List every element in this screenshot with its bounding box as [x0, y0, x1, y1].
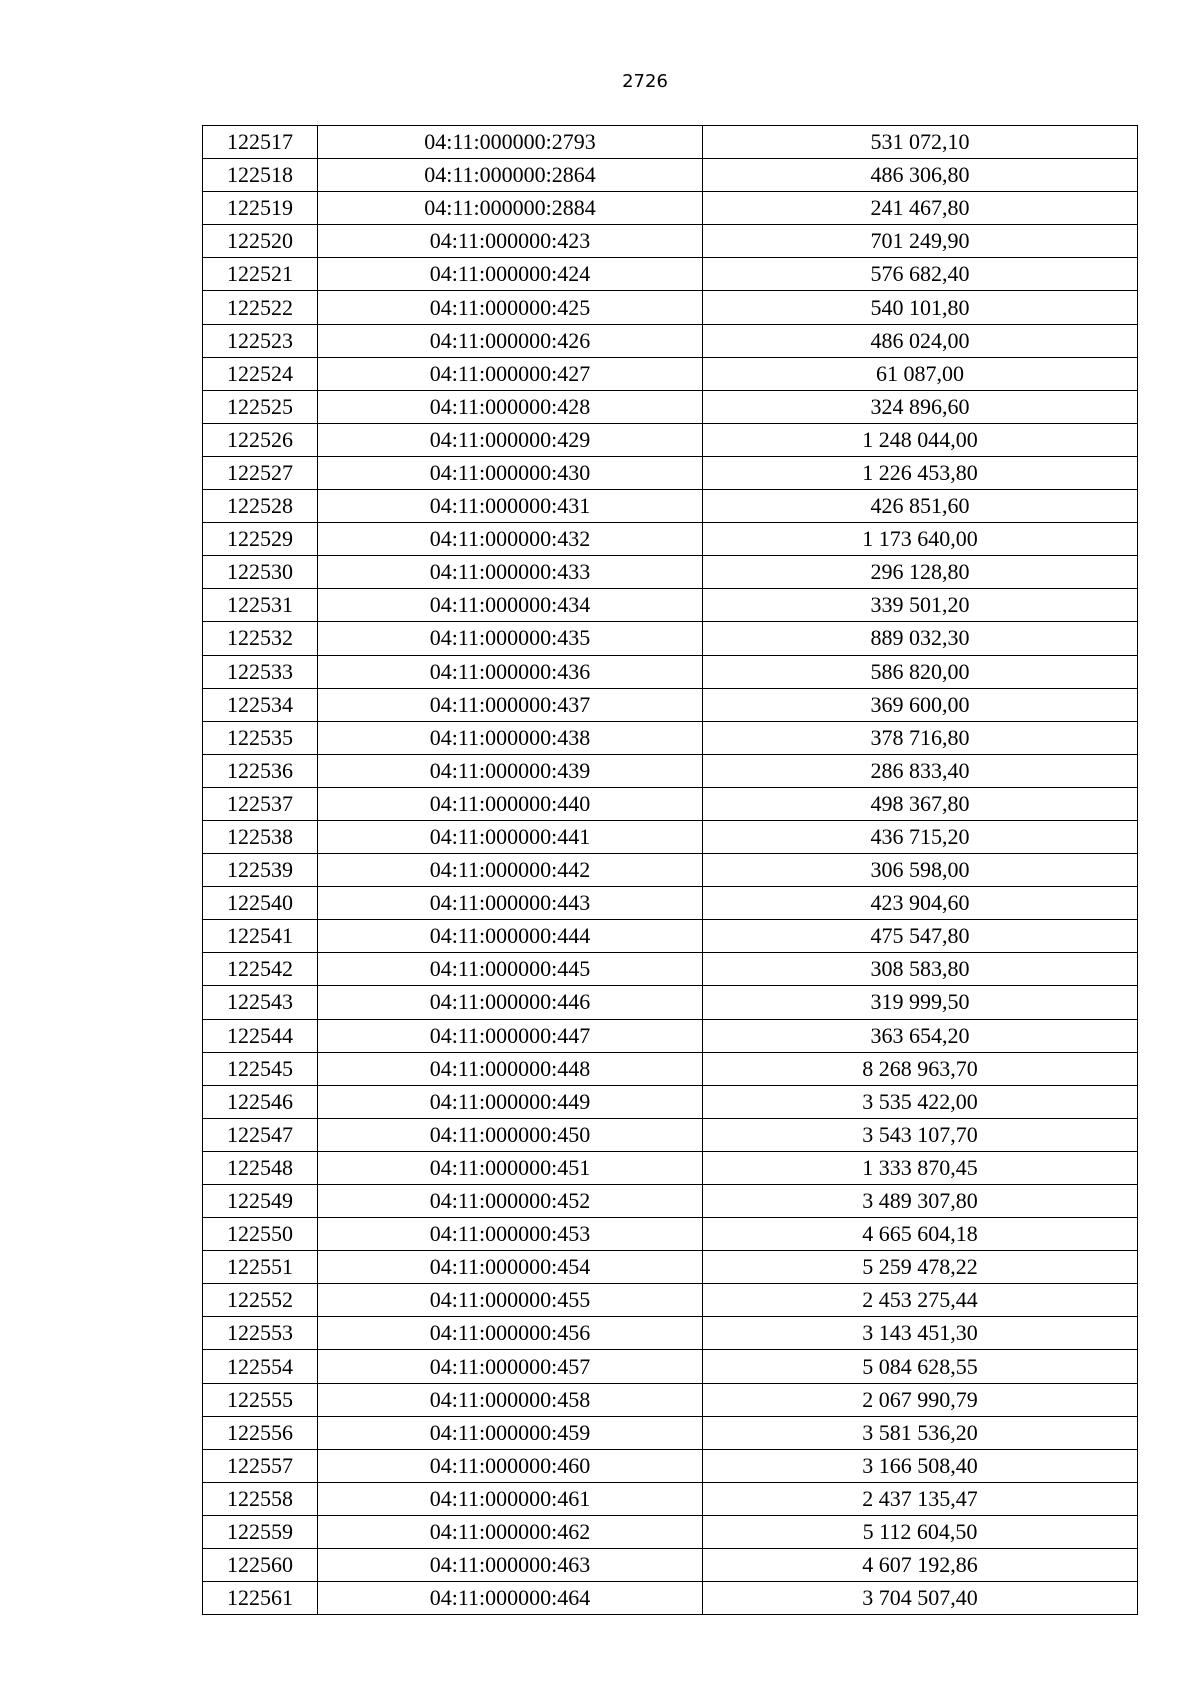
- table-row: [203, 854, 1138, 887]
- table-row: [203, 1218, 1138, 1251]
- table-row: [203, 126, 1138, 159]
- table-row: [203, 1350, 1138, 1383]
- cadastral-number-cell: 04:11:000000:451: [318, 1151, 703, 1184]
- cadastral-value-cell: 486 024,00: [703, 324, 1138, 357]
- table-row: [203, 225, 1138, 258]
- table-row: [203, 192, 1138, 225]
- cadastral-number-cell: 04:11:000000:443: [318, 887, 703, 920]
- cadastral-number-cell: 04:11:000000:456: [318, 1317, 703, 1350]
- cadastral-value-cell: 3 143 451,30: [703, 1317, 1138, 1350]
- row-number-cell: 122526: [203, 423, 318, 456]
- cadastral-number-cell: 04:11:000000:450: [318, 1118, 703, 1151]
- table-row: [203, 423, 1138, 456]
- row-number-cell: 122554: [203, 1350, 318, 1383]
- table-body: [203, 126, 1138, 1615]
- row-number-cell: 122559: [203, 1515, 318, 1548]
- cadastral-number-cell: 04:11:000000:439: [318, 754, 703, 787]
- row-number-cell: 122540: [203, 887, 318, 920]
- cadastral-number-cell: 04:11:000000:2793: [318, 126, 703, 159]
- cadastral-value-cell: 3 535 422,00: [703, 1085, 1138, 1118]
- cadastral-value-cell: 296 128,80: [703, 556, 1138, 589]
- cadastral-value-cell: 1 333 870,45: [703, 1151, 1138, 1184]
- table-row: [203, 1416, 1138, 1449]
- table-row: [203, 1482, 1138, 1515]
- cadastral-value-cell: 475 547,80: [703, 920, 1138, 953]
- table-row: [203, 688, 1138, 721]
- row-number-cell: 122539: [203, 854, 318, 887]
- cadastral-value-table-container: [202, 125, 1137, 1615]
- cadastral-value-cell: 889 032,30: [703, 622, 1138, 655]
- cadastral-number-cell: 04:11:000000:426: [318, 324, 703, 357]
- table-row: [203, 589, 1138, 622]
- row-number-cell: 122530: [203, 556, 318, 589]
- table-row: [203, 754, 1138, 787]
- cadastral-number-cell: 04:11:000000:437: [318, 688, 703, 721]
- row-number-cell: 122553: [203, 1317, 318, 1350]
- cadastral-value-cell: 369 600,00: [703, 688, 1138, 721]
- table-row: [203, 1515, 1138, 1548]
- cadastral-number-cell: 04:11:000000:431: [318, 490, 703, 523]
- table-row: [203, 986, 1138, 1019]
- row-number-cell: 122518: [203, 159, 318, 192]
- cadastral-number-cell: 04:11:000000:432: [318, 523, 703, 556]
- table-row: [203, 390, 1138, 423]
- cadastral-value-cell: 426 851,60: [703, 490, 1138, 523]
- cadastral-value-cell: 1 248 044,00: [703, 423, 1138, 456]
- cadastral-number-cell: 04:11:000000:462: [318, 1515, 703, 1548]
- cadastral-value-cell: 436 715,20: [703, 820, 1138, 853]
- cadastral-value-cell: 3 704 507,40: [703, 1582, 1138, 1615]
- cadastral-number-cell: 04:11:000000:425: [318, 291, 703, 324]
- cadastral-number-cell: 04:11:000000:447: [318, 1019, 703, 1052]
- row-number-cell: 122551: [203, 1251, 318, 1284]
- table-row: [203, 291, 1138, 324]
- row-number-cell: 122521: [203, 258, 318, 291]
- cadastral-number-cell: 04:11:000000:442: [318, 854, 703, 887]
- row-number-cell: 122545: [203, 1052, 318, 1085]
- row-number-cell: 122561: [203, 1582, 318, 1615]
- cadastral-number-cell: 04:11:000000:438: [318, 721, 703, 754]
- cadastral-number-cell: 04:11:000000:424: [318, 258, 703, 291]
- table-row: [203, 721, 1138, 754]
- row-number-cell: 122541: [203, 920, 318, 953]
- cadastral-value-cell: 378 716,80: [703, 721, 1138, 754]
- row-number-cell: 122543: [203, 986, 318, 1019]
- row-number-cell: 122552: [203, 1284, 318, 1317]
- row-number-cell: 122535: [203, 721, 318, 754]
- cadastral-value-cell: 4 607 192,86: [703, 1549, 1138, 1582]
- table-row: [203, 1052, 1138, 1085]
- row-number-cell: 122517: [203, 126, 318, 159]
- cadastral-value-cell: 2 067 990,79: [703, 1383, 1138, 1416]
- row-number-cell: 122557: [203, 1449, 318, 1482]
- cadastral-number-cell: 04:11:000000:452: [318, 1185, 703, 1218]
- table-row: [203, 953, 1138, 986]
- row-number-cell: 122558: [203, 1482, 318, 1515]
- row-number-cell: 122538: [203, 820, 318, 853]
- table-row: [203, 1449, 1138, 1482]
- cadastral-value-cell: 2 437 135,47: [703, 1482, 1138, 1515]
- table-row: [203, 820, 1138, 853]
- cadastral-number-cell: 04:11:000000:446: [318, 986, 703, 1019]
- table-row: [203, 1251, 1138, 1284]
- cadastral-number-cell: 04:11:000000:459: [318, 1416, 703, 1449]
- cadastral-number-cell: 04:11:000000:448: [318, 1052, 703, 1085]
- cadastral-number-cell: 04:11:000000:440: [318, 787, 703, 820]
- cadastral-value-cell: 540 101,80: [703, 291, 1138, 324]
- cadastral-number-cell: 04:11:000000:430: [318, 456, 703, 489]
- table-row: [203, 1085, 1138, 1118]
- cadastral-number-cell: 04:11:000000:435: [318, 622, 703, 655]
- row-number-cell: 122546: [203, 1085, 318, 1118]
- cadastral-value-cell: 2 453 275,44: [703, 1284, 1138, 1317]
- cadastral-value-cell: 3 543 107,70: [703, 1118, 1138, 1151]
- cadastral-value-cell: 5 259 478,22: [703, 1251, 1138, 1284]
- cadastral-number-cell: 04:11:000000:441: [318, 820, 703, 853]
- cadastral-number-cell: 04:11:000000:454: [318, 1251, 703, 1284]
- cadastral-value-cell: 5 084 628,55: [703, 1350, 1138, 1383]
- table-row: [203, 324, 1138, 357]
- page-number: 2726: [622, 71, 668, 92]
- cadastral-value-cell: 339 501,20: [703, 589, 1138, 622]
- row-number-cell: 122536: [203, 754, 318, 787]
- row-number-cell: 122547: [203, 1118, 318, 1151]
- row-number-cell: 122550: [203, 1218, 318, 1251]
- cadastral-number-cell: 04:11:000000:423: [318, 225, 703, 258]
- row-number-cell: 122524: [203, 357, 318, 390]
- cadastral-number-cell: 04:11:000000:429: [318, 423, 703, 456]
- table-row: [203, 1317, 1138, 1350]
- table-row: [203, 490, 1138, 523]
- cadastral-value-cell: 286 833,40: [703, 754, 1138, 787]
- cadastral-value-cell: 586 820,00: [703, 655, 1138, 688]
- cadastral-number-cell: 04:11:000000:434: [318, 589, 703, 622]
- cadastral-number-cell: 04:11:000000:433: [318, 556, 703, 589]
- table-row: [203, 523, 1138, 556]
- cadastral-value-cell: 241 467,80: [703, 192, 1138, 225]
- row-number-cell: 122544: [203, 1019, 318, 1052]
- row-number-cell: 122529: [203, 523, 318, 556]
- row-number-cell: 122519: [203, 192, 318, 225]
- cadastral-number-cell: 04:11:000000:427: [318, 357, 703, 390]
- row-number-cell: 122527: [203, 456, 318, 489]
- row-number-cell: 122555: [203, 1383, 318, 1416]
- cadastral-value-cell: 3 489 307,80: [703, 1185, 1138, 1218]
- table-row: [203, 456, 1138, 489]
- row-number-cell: 122528: [203, 490, 318, 523]
- cadastral-value-cell: 498 367,80: [703, 787, 1138, 820]
- table-row: [203, 887, 1138, 920]
- row-number-cell: 122537: [203, 787, 318, 820]
- cadastral-value-cell: 363 654,20: [703, 1019, 1138, 1052]
- cadastral-value-cell: 306 598,00: [703, 854, 1138, 887]
- cadastral-number-cell: 04:11:000000:463: [318, 1549, 703, 1582]
- cadastral-value-cell: 701 249,90: [703, 225, 1138, 258]
- table-row: [203, 1549, 1138, 1582]
- cadastral-number-cell: 04:11:000000:455: [318, 1284, 703, 1317]
- table-row: [203, 357, 1138, 390]
- row-number-cell: 122556: [203, 1416, 318, 1449]
- table-row: [203, 1383, 1138, 1416]
- table-row: [203, 1185, 1138, 1218]
- row-number-cell: 122532: [203, 622, 318, 655]
- cadastral-value-cell: 486 306,80: [703, 159, 1138, 192]
- cadastral-number-cell: 04:11:000000:460: [318, 1449, 703, 1482]
- cadastral-value-cell: 4 665 604,18: [703, 1218, 1138, 1251]
- cadastral-number-cell: 04:11:000000:2864: [318, 159, 703, 192]
- cadastral-number-cell: 04:11:000000:453: [318, 1218, 703, 1251]
- row-number-cell: 122523: [203, 324, 318, 357]
- cadastral-value-cell: 1 173 640,00: [703, 523, 1138, 556]
- cadastral-value-cell: 576 682,40: [703, 258, 1138, 291]
- table-row: [203, 258, 1138, 291]
- cadastral-number-cell: 04:11:000000:444: [318, 920, 703, 953]
- table-row: [203, 655, 1138, 688]
- table-row: [203, 1118, 1138, 1151]
- cadastral-value-cell: 1 226 453,80: [703, 456, 1138, 489]
- table-row: [203, 1284, 1138, 1317]
- cadastral-value-table: [202, 125, 1138, 1615]
- table-row: [203, 787, 1138, 820]
- row-number-cell: 122534: [203, 688, 318, 721]
- cadastral-value-cell: 3 581 536,20: [703, 1416, 1138, 1449]
- cadastral-value-cell: 531 072,10: [703, 126, 1138, 159]
- cadastral-value-cell: 3 166 508,40: [703, 1449, 1138, 1482]
- row-number-cell: 122520: [203, 225, 318, 258]
- cadastral-number-cell: 04:11:000000:457: [318, 1350, 703, 1383]
- table-row: [203, 159, 1138, 192]
- row-number-cell: 122522: [203, 291, 318, 324]
- cadastral-value-cell: 8 268 963,70: [703, 1052, 1138, 1085]
- cadastral-number-cell: 04:11:000000:428: [318, 390, 703, 423]
- table-row: [203, 920, 1138, 953]
- table-row: [203, 1582, 1138, 1615]
- table-row: [203, 622, 1138, 655]
- table-row: [203, 1151, 1138, 1184]
- cadastral-number-cell: 04:11:000000:2884: [318, 192, 703, 225]
- row-number-cell: 122531: [203, 589, 318, 622]
- row-number-cell: 122548: [203, 1151, 318, 1184]
- cadastral-value-cell: 423 904,60: [703, 887, 1138, 920]
- cadastral-number-cell: 04:11:000000:449: [318, 1085, 703, 1118]
- cadastral-number-cell: 04:11:000000:445: [318, 953, 703, 986]
- cadastral-value-cell: 324 896,60: [703, 390, 1138, 423]
- row-number-cell: 122542: [203, 953, 318, 986]
- cadastral-value-cell: 308 583,80: [703, 953, 1138, 986]
- cadastral-value-cell: 5 112 604,50: [703, 1515, 1138, 1548]
- cadastral-number-cell: 04:11:000000:458: [318, 1383, 703, 1416]
- table-row: [203, 1019, 1138, 1052]
- row-number-cell: 122560: [203, 1549, 318, 1582]
- table-row: [203, 556, 1138, 589]
- cadastral-number-cell: 04:11:000000:464: [318, 1582, 703, 1615]
- row-number-cell: 122533: [203, 655, 318, 688]
- row-number-cell: 122549: [203, 1185, 318, 1218]
- cadastral-number-cell: 04:11:000000:436: [318, 655, 703, 688]
- cadastral-value-cell: 61 087,00: [703, 357, 1138, 390]
- cadastral-value-cell: 319 999,50: [703, 986, 1138, 1019]
- row-number-cell: 122525: [203, 390, 318, 423]
- cadastral-number-cell: 04:11:000000:461: [318, 1482, 703, 1515]
